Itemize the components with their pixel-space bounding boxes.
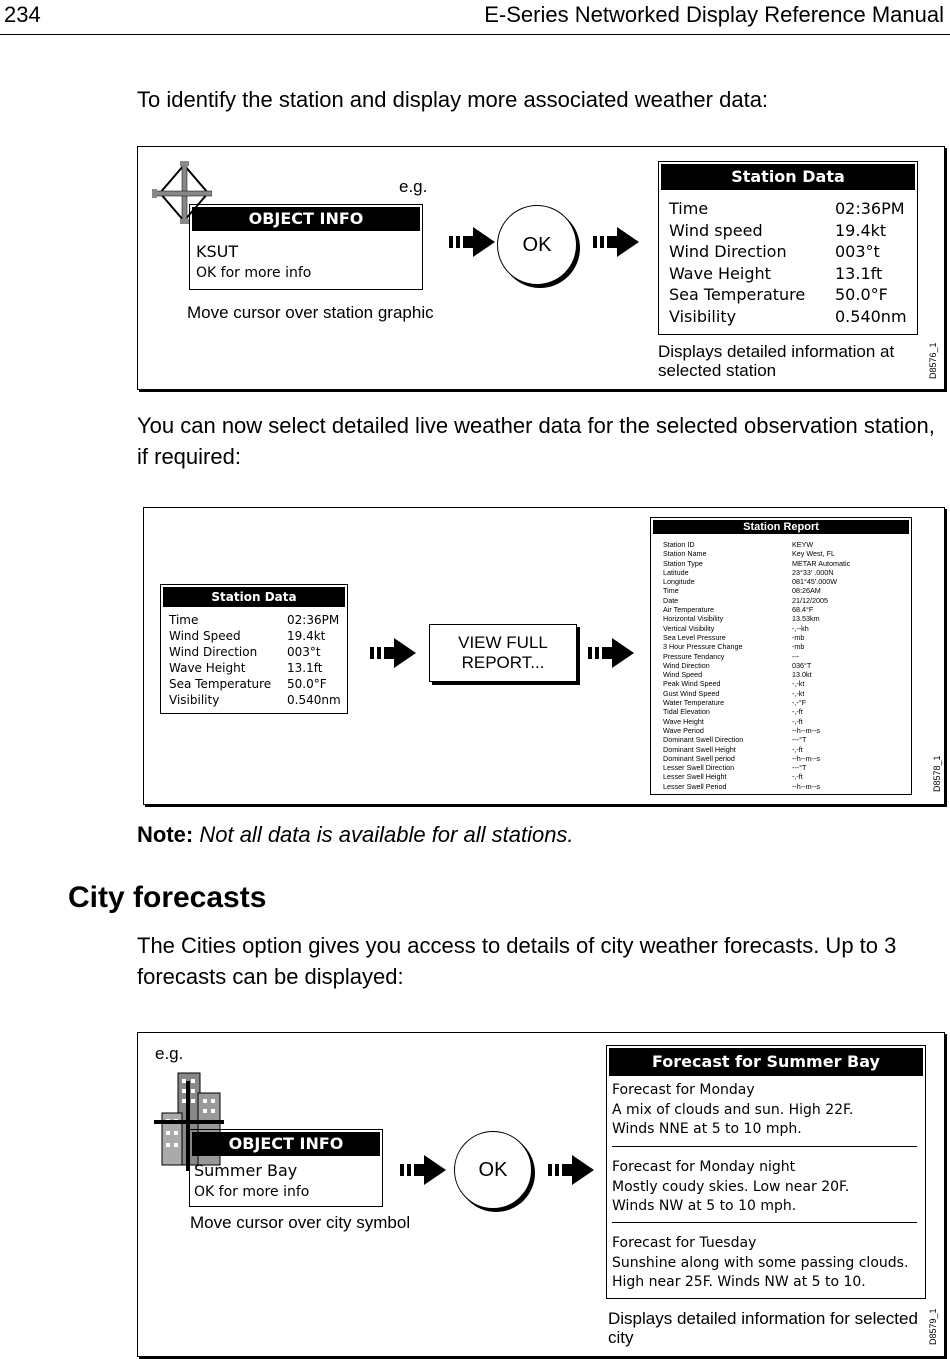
forecast-heading: Forecast for Monday [612,1082,755,1098]
report-field-label: 3 Hour Pressure Change [663,642,743,652]
station-field-value: 50.0°F [835,285,888,305]
station-field-label: Visibility [669,306,737,326]
station-field-label: Time [669,199,709,219]
object-info-box [189,1129,383,1207]
report-field-value: Key West, FL [792,549,836,559]
report-field-label: Pressure Tendancy [663,651,725,661]
forecast-line: Winds NNE at 5 to 10 mph. [612,1121,802,1137]
report-field-value: 13.53km [792,614,820,624]
report-field-label: Station Name [663,549,707,559]
report-field-value: 23°33' .000N [792,567,834,577]
report-field-label: Gust Wind Speed [663,688,720,698]
report-field-label: Water Temperature [663,698,725,708]
station-field-value: 003°t [835,242,880,262]
station-field-value: 02:36PM [835,199,905,219]
report-field-label: Dominant Swell period [663,753,735,763]
station-caption: Displays detailed information at selected station [658,342,895,380]
station-report-table [663,540,850,791]
object-hint: OK for more info [194,1184,310,1200]
divider [612,1222,917,1223]
report-field-value: --h--m--s [792,725,820,735]
report-field-value: -,-kt [792,679,805,689]
report-field-value: --h--m--s [792,781,820,791]
station-data-table [669,198,907,327]
note-text: Not all data is available for all stations. [199,822,574,847]
arrow-right-icon [548,1155,594,1185]
report-field-label: Longitude [663,577,695,587]
station-field-label: Sea Temperature [669,285,806,305]
station-field-label: Wave Height [169,661,246,675]
note [137,822,574,848]
intro-paragraph-2: You can now select detailed live weather data for the selected observation station, if required: [137,413,935,469]
intro-paragraph-3: The Cities option gives you access to details of city weather forecasts. Up to 3 forecasts can be displayed: [137,933,897,989]
arrow-right-icon [400,1155,446,1185]
station-field-value: 13.1ft [835,263,883,283]
station-field-value: 0.540nm [835,306,907,326]
section-heading: City forecasts [68,881,267,914]
station-field-value: 003°t [287,645,321,659]
report-field-label: Lesser Swell Height [663,772,727,782]
object-hint: OK for more info [196,265,312,281]
drawing-id: D8579_1 [928,1308,938,1345]
report-field-label: Air Temperature [663,605,714,615]
station-field-label: Wind Direction [169,645,258,659]
report-field-value: 08:26AM [792,586,821,596]
station-field-label: Wind Speed [169,629,241,643]
cursor-caption: Move cursor over city symbol [190,1213,411,1232]
drawing-id: D8578_1 [932,755,942,792]
report-field-label: Latitude [663,567,689,577]
view-full-report-button[interactable]: VIEW FULL REPORT... [429,624,577,682]
station-field-value: 19.4kt [287,629,326,643]
object-info-title: OBJECT INFO [192,1132,380,1156]
forecast-heading: Forecast for Tuesday [612,1235,757,1251]
station-field-value: 02:36PM [287,613,340,627]
report-field-label: Peak Wind Speed [663,679,721,689]
report-field-label: Lesser Swell Direction [663,763,735,773]
station-data-box [658,161,918,335]
station-field-label: Wave Height [669,263,771,283]
report-field-value: 081°45'.000W [792,577,838,587]
object-info-box [189,204,423,290]
object-info-title: OBJECT INFO [192,207,420,231]
report-field-label: Station ID [663,540,695,549]
arrow-right-icon [370,638,416,668]
arrow-right-icon [449,227,495,257]
report-field-value: 68.4°F [792,605,814,615]
station-data-title: Station Data [163,587,345,607]
forecast-item [612,1158,849,1217]
forecast-item [612,1234,908,1293]
report-field-label: Wind Direction [663,660,710,670]
figure-station-report [143,507,945,805]
note-label: Note: [137,822,194,847]
report-field-value: 036°T [792,660,812,670]
station-field-label: Sea Temperature [169,677,272,691]
report-field-value: -,-ft [792,772,803,782]
drawing-id: D8576_1 [928,342,938,379]
forecast-line: High near 25F. Winds NW at 5 to 10. [612,1274,866,1290]
report-field-label: Date [663,595,679,605]
forecast-line: Mostly coudy skies. Low near 20F. [612,1178,850,1195]
eg-label: e.g. [399,177,428,196]
report-field-value: -,-ft [792,716,803,726]
arrow-right-icon [588,638,634,668]
report-field-value: --h--m--s [792,753,820,763]
figure-station-lookup [137,146,945,390]
report-field-value: -,-kt [792,688,805,698]
report-field-value: -mb [792,642,805,652]
report-field-label: Time [663,586,679,596]
manual-title: E-Series Networked Display Reference Manual [484,2,944,27]
report-field-value: -,-ft [792,707,803,717]
station-field-value: 0.540nm [287,693,341,707]
intro-paragraph-1: To identify the station and display more associated weather data: [137,87,769,112]
report-field-label: Lesser Swell Period [663,781,727,791]
report-field-label: Horizontal Visibility [663,614,724,624]
station-data-table [169,612,341,708]
page-header [0,0,950,35]
object-name: KSUT [196,242,239,261]
divider [612,1146,917,1147]
report-field-value: ---°T [792,735,807,745]
report-field-value: -mb [792,632,805,642]
forecast-heading: Forecast for Monday night [612,1159,796,1175]
station-field-label: Time [169,613,199,627]
station-report-box [650,517,912,795]
report-field-label: Dominant Swell Direction [663,735,744,745]
forecast-line: Sunshine along with some passing clouds. [612,1254,909,1271]
cursor-caption: Move cursor over station graphic [187,303,434,322]
forecast-title: Forecast for Summer Bay [609,1048,923,1076]
report-field-label: Wave Height [663,716,704,726]
report-field-value: 21/12/2005 [792,595,828,605]
station-field-value: 13.1ft [287,661,323,675]
object-name: Summer Bay [194,1161,298,1180]
report-field-label: Dominant Swell Height [663,744,736,754]
station-data-box-small [160,584,348,714]
eg-label: e.g. [155,1044,184,1063]
page-number: 234 [4,2,41,27]
report-field-label: Wave Period [663,725,704,735]
forecast-box [606,1045,926,1299]
report-field-value: METAR Automatic [792,558,851,568]
report-field-value: KEYW [792,540,814,549]
station-field-label: Wind Direction [669,242,787,262]
report-field-label: Tidal Elevation [663,707,710,717]
forecast-line: Winds NW at 5 to 10 mph. [612,1198,797,1214]
ok-button[interactable]: OK [454,1131,532,1209]
report-field-value: --- [792,651,800,661]
report-field-label: Sea Level Pressure [663,632,726,642]
report-field-label: Station Type [663,558,703,568]
station-field-label: Visibility [169,693,220,707]
forecast-item [612,1081,853,1140]
station-field-value: 19.4kt [835,220,887,240]
ok-button[interactable]: OK [497,205,577,285]
report-field-value: 13.0kt [792,670,812,680]
station-field-value: 50.0°F [287,677,327,691]
report-field-value: -,--kh [792,623,809,633]
report-field-value: -,-°F [792,698,807,708]
station-data-title: Station Data [661,164,915,190]
report-field-value: -,-ft [792,744,803,754]
figure-city-forecast [137,1032,945,1357]
forecast-line: A mix of clouds and sun. High 22F. [612,1101,854,1118]
report-field-label: Vertical Visibility [663,623,715,633]
forecast-caption: Displays detailed information for selected city [608,1309,918,1347]
arrow-right-icon [593,227,639,257]
report-field-label: Wind Speed [663,670,703,680]
report-field-value: ---°T [792,763,807,773]
station-report-title: Station Report [653,520,909,534]
station-field-label: Wind speed [669,220,763,240]
